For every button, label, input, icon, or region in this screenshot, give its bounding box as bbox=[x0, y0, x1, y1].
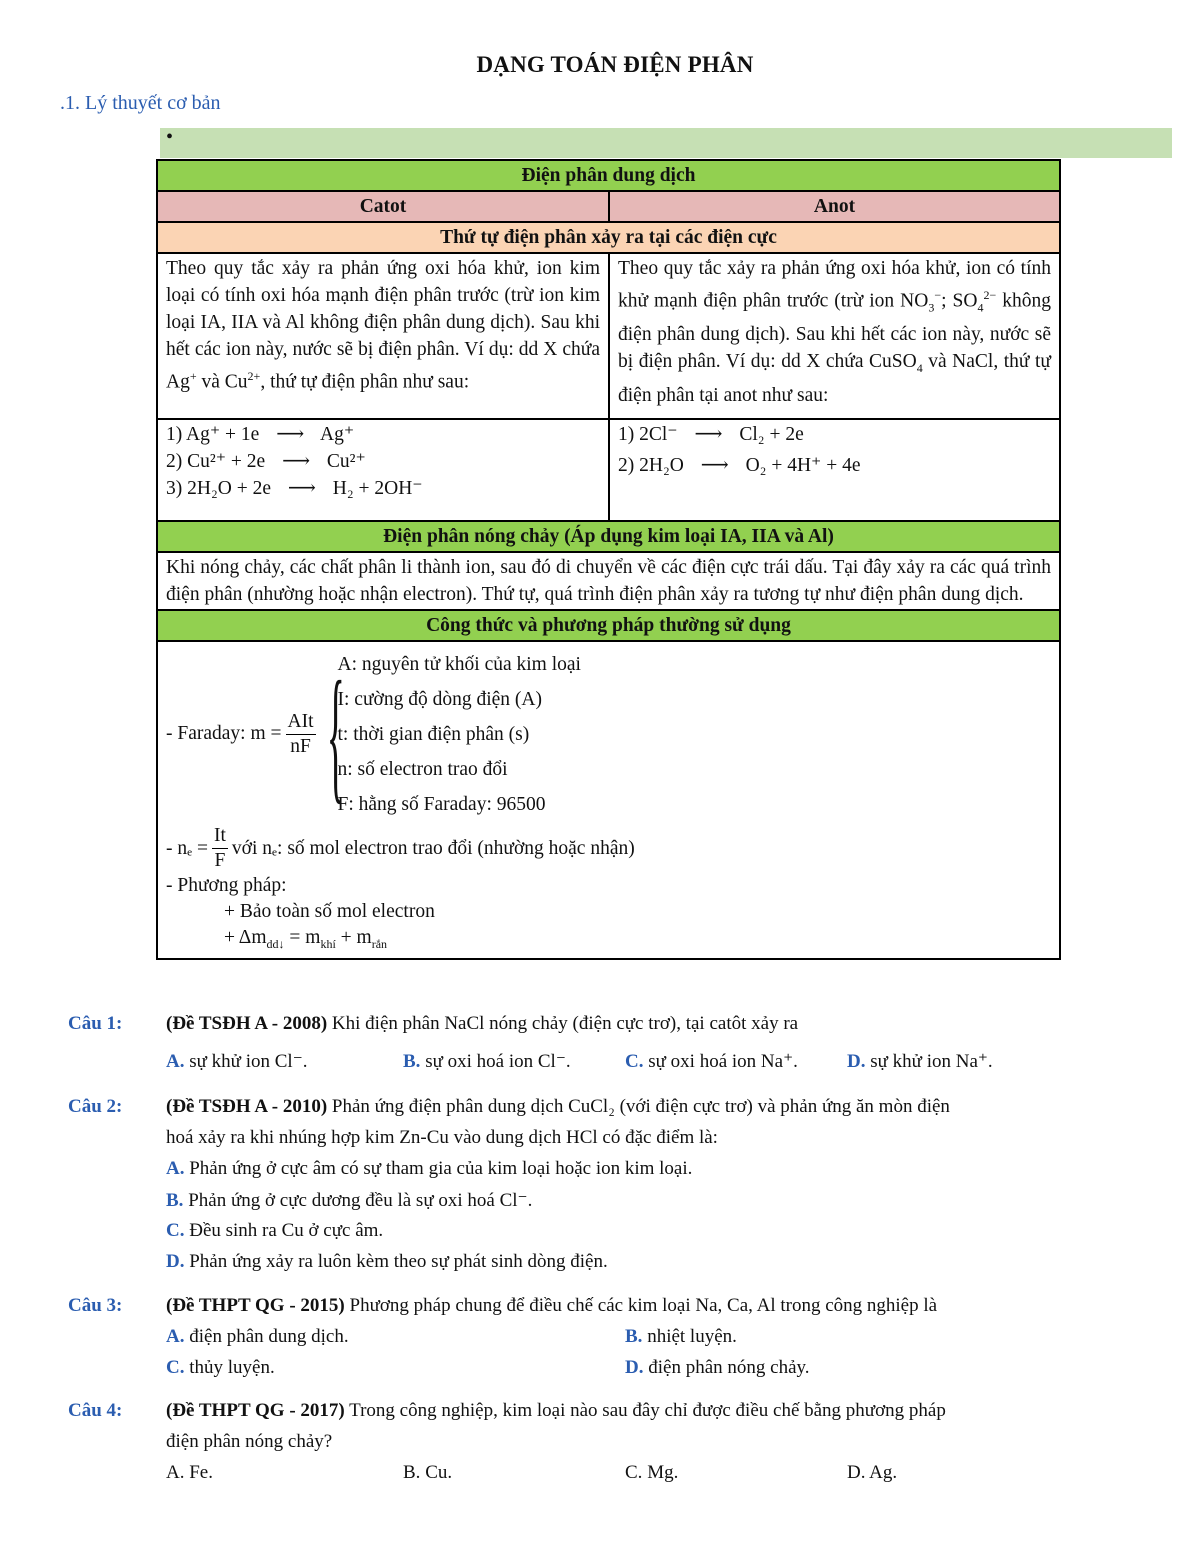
anot-equation-1: 1) 2Cl⁻ ⟶ Cl₂ + 2e bbox=[618, 424, 804, 445]
option-c[interactable]: C. Mg. bbox=[625, 1462, 679, 1483]
catot-description: Theo quy tắc xảy ra phản ứng oxi hóa khử, ion kim loại có tính oxi hóa mạnh điện phân trước (trừ ion kim loại IA, IIA và Al không điện phân dung dịch). Sau khi hết các ion này, nước sẽ bị điện phân. Ví dụ: dd X chứa Ag+ và $Cu^{2+}$, thứ tự điện phân như sau: bbox=[157, 253, 609, 419]
green-bar bbox=[160, 128, 1172, 158]
anot-description: Theo quy tắc xảy ra phản ứng oxi hóa khử, ion có tính khử mạnh điện phân trước (trừ ion $NO_3^-$; $SO_4^{2-}$ không điện phân dung dịch). Sau khi hết các ion này, nước sẽ bị điện phân. Ví dụ: dd X chứa CuSO$_4$ và NaCl, thứ tự điện phân tại anot như sau: bbox=[609, 253, 1060, 419]
page-title: DẠNG TOÁN ĐIỆN PHÂN bbox=[476, 52, 754, 77]
method-2: + $\Delta m_{dd↓} = m_{khí} + m_{rắn}$ bbox=[224, 927, 388, 951]
option-a[interactable]: A. điện phân dung dịch. bbox=[166, 1326, 349, 1347]
catot-equations bbox=[157, 419, 609, 521]
faraday-formula: - Faraday: m = $\frac{\text{AIt}}{nF}$ { A: nguyên tử khối của kim loại I: cường độ dòng điện (A) t: thời gian điện phân (s) n: số electron trao đổi F: hằng số Faraday: 96500 bbox=[166, 644, 1051, 824]
option-d[interactable]: D. Phản ứng xảy ra luôn kèm theo sự phát sinh dòng điện. bbox=[166, 1251, 608, 1272]
faraday-fraction: $\frac{\text{AIt}}{nF}$ bbox=[287, 710, 314, 757]
method-1: + Bảo toàn số mol electron bbox=[224, 901, 435, 922]
formulas-cell bbox=[157, 641, 1060, 959]
method-label: - Phương pháp: bbox=[166, 875, 287, 896]
option-c[interactable]: C. thủy luyện. bbox=[166, 1357, 275, 1378]
theory-table bbox=[156, 159, 1061, 960]
option-b[interactable]: B. Phản ứng ở cực dương đều là sự oxi hoá Cl⁻. bbox=[166, 1190, 533, 1211]
bullet-icon: • bbox=[166, 126, 174, 148]
option-b[interactable]: B. sự oxi hoá ion Cl⁻. bbox=[403, 1051, 571, 1072]
header-thu-tu: Thứ tự điện phân xảy ra tại các điện cực bbox=[157, 222, 1060, 253]
option-b[interactable]: B. Cu. bbox=[403, 1462, 453, 1483]
ne-fraction: $\frac{It}{F}$ bbox=[214, 825, 226, 871]
section-heading: .1. Lý thuyết cơ bản bbox=[60, 92, 221, 114]
header-anot: Anot bbox=[609, 191, 1060, 222]
header-catot: Catot bbox=[157, 191, 609, 222]
catot-equation-1: 1) Ag⁺ + 1e ⟶ Ag⁺ bbox=[166, 424, 355, 445]
catot-equation-3: 3) 2H₂O + 2e ⟶ H₂ + 2OH⁻ bbox=[166, 478, 423, 499]
header-nong-chay: Điện phân nóng chảy (Áp dụng kim loại IA, IIA và Al) bbox=[157, 521, 1060, 552]
anot-equations bbox=[609, 419, 1060, 521]
option-a[interactable]: A. sự khử ion Cl⁻. bbox=[166, 1051, 308, 1072]
ne-formula: - nₑ = $\frac{It}{F}$ với nₑ: số mol electron trao đổi (nhường hoặc nhận) bbox=[166, 825, 635, 871]
melt-description: Khi nóng chảy, các chất phân li thành ion, sau đó di chuyển về các điện cực trái dấu. Tại đây xảy ra các quá trình điện phân (nhường hoặc nhận electron). Thứ tự, quá trình điện phân xảy ra tương tự như điện phân dung dịch. bbox=[157, 552, 1060, 610]
faraday-definitions: A: nguyên tử khối của kim loại I: cường độ dòng điện (A) t: thời gian điện phân (s) n: số electron trao đổi F: hằng số Faraday: 96500 bbox=[337, 653, 581, 815]
catot-equation-2: 2) Cu²⁺ + 2e ⟶ Cu²⁺ bbox=[166, 451, 366, 472]
option-d[interactable]: D. điện phân nóng chảy. bbox=[625, 1357, 810, 1378]
header-dung-dich: Điện phân dung dịch bbox=[157, 160, 1060, 191]
anot-equation-2: 2) 2H₂O ⟶ O₂ + 4H⁺ + 4e bbox=[618, 455, 861, 476]
brace-icon: { bbox=[326, 651, 345, 817]
option-a[interactable]: A. Fe. bbox=[166, 1462, 213, 1483]
option-b[interactable]: B. nhiệt luyện. bbox=[625, 1326, 737, 1347]
option-c[interactable]: C. sự oxi hoá ion Na⁺. bbox=[625, 1051, 798, 1072]
option-d[interactable]: D. Ag. bbox=[847, 1462, 898, 1483]
option-d[interactable]: D. sự khử ion Na⁺. bbox=[847, 1051, 993, 1072]
option-a[interactable]: A. Phản ứng ở cực âm có sự tham gia của kim loại hoặc ion kim loại. bbox=[166, 1158, 693, 1179]
option-c[interactable]: C. Đều sinh ra Cu ở cực âm. bbox=[166, 1220, 384, 1241]
header-cong-thuc: Công thức và phương pháp thường sử dụng bbox=[157, 610, 1060, 641]
